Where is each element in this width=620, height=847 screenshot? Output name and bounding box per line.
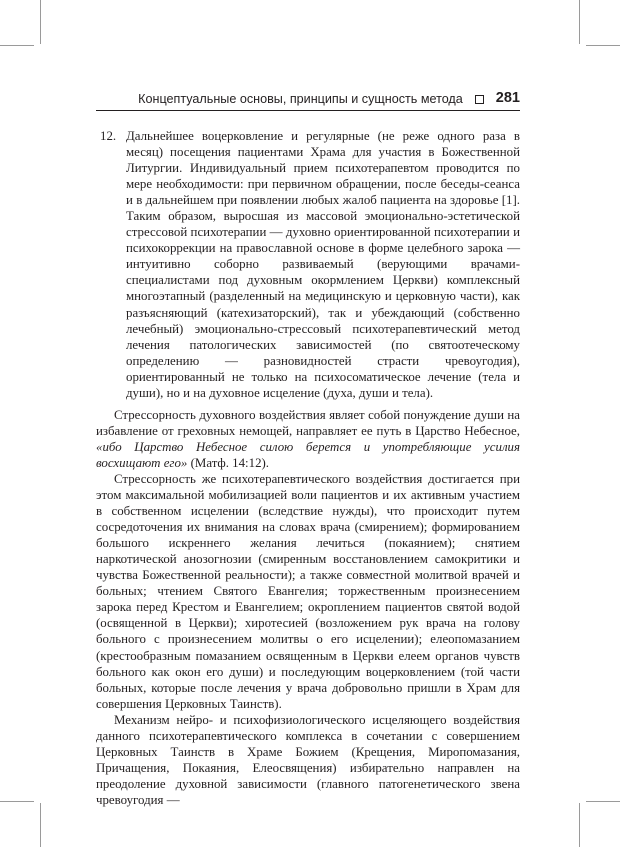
paragraph-text: Стрессорность духовного воздействия являет собой понуждение души на избавление от греховных немощей, направляет ее путь в Царство Небесное, — [96, 407, 520, 438]
running-header — [96, 85, 520, 111]
crop-mark — [40, 0, 41, 44]
running-header-title: Концептуальные основы, принципы и сущность метода — [138, 92, 463, 106]
paragraph-mechanism: Механизм нейро- и психофизиологического исцеляющего воздействия данного психотерапевтического комплекса в сочетании с совершением Церковных Таинств в Храме Божием (Крещения, Миропомазания, Причащения, Покаяния, Елеосвящения) избирательно направлен на преодоление духовной зависимости (главного патогенетического звена чревоугодия — — [96, 712, 520, 807]
crop-mark — [579, 803, 580, 847]
list-item-text: Дальнейшее воцерковление и регулярные (не реже одного раза в месяц) посещения пациентами Храма для участия в Божественной Литургии. Индивидуальный прием психотерапевтом проводится по мере необходимости: при первичном обращении, после беседы-сеанса и в дальнейшем при появлении любых жалоб пациента на здоровье [1]. Таким образом, выросшая из массовой эмоционально-эстетической стрессовой психотерапии — духовно ориентированной психотерапии и психокоррекции на православной основе в форме целебного зарока — интуитивно соборно развиваемый (верующими врачами-специалистами под духовным окормлением Церкви) комплексный многоэтапный (разделенный на медицинскую и церковную части), как разъясняющий (катехизаторский), так и убеждающий (собственно лечебный) эмоционально-стрессовый психотерапевтический метод лечения патологических зависимостей (по святоотеческому определению — разновидностей страсти чревоугодия), ориентированный не только на психосоматическое лечение (тела и души), но и на духовное исцеление (духа, души и тела). — [126, 129, 520, 400]
square-bullet-icon — [475, 95, 484, 104]
list-item-number: 12. — [100, 129, 117, 143]
crop-mark — [579, 0, 580, 44]
page-number: 281 — [495, 90, 520, 106]
crop-mark — [0, 801, 34, 802]
scripture-quote: «ибо Царство Небесное силою берется и употребляющие усилия восхищают его» — [96, 439, 520, 470]
crop-mark — [40, 803, 41, 847]
crop-mark — [586, 801, 620, 802]
scripture-reference: (Матф. 14:12). — [187, 455, 270, 470]
crop-mark — [586, 45, 620, 46]
page-body — [96, 128, 520, 808]
paragraph-spiritual-stress — [96, 407, 520, 471]
list-item-12 — [96, 128, 520, 401]
paragraph-psychotherapeutic-stress: Стрессорность же психотерапевтического воздействия достигается при этом максимальной мобилизацией воли пациентов и их активным участием в собственном исцелении (вследствие нужды), что происходит путем сосредоточения их внимания на словах врача (смирением); формированием большого искреннего желания лечиться (покаянием); снятием наркотической анозогнозии (смиренным восстановлением самокритики и чувства Божественной реальности); а также совместной молитвой врачей и больных; чтением Святого Евангелия; торжественным произнесением зарока перед Крестом и Евангелием; окроплением пациентов святой водой (освященной в Церкви); хиротесией (возложением рук врача на голову больного с произнесением молитвы о его исцелении); елеопомазанием (крестообразным помазанием освященным в Церкви елеем органов чувств больного как окон его души) и последующим воцерковлением (той части больных, которые после лечения у врача добровольно пришли в Храм для совершения Церковных Таинств). — [96, 471, 520, 711]
crop-mark — [0, 45, 34, 46]
